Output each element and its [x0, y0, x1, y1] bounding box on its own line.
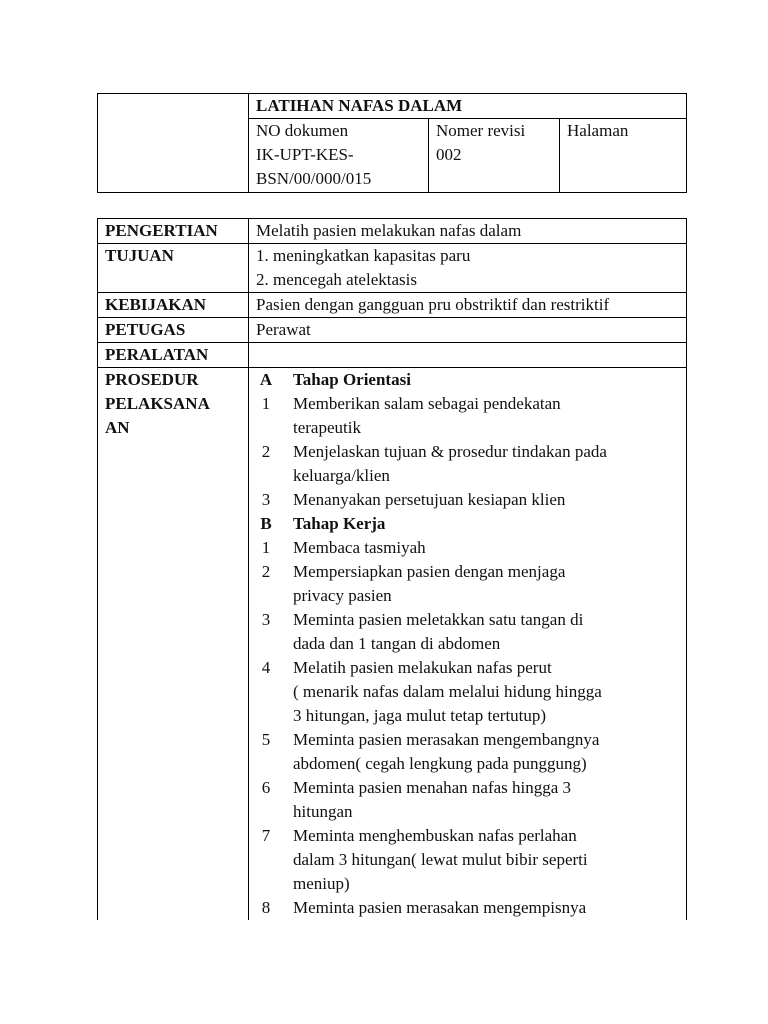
- step-text-line: Menjelaskan tujuan & prosedur tindakan pada: [293, 442, 607, 461]
- revisi-cell: [429, 119, 560, 193]
- no-dokumen-cell: [249, 119, 429, 193]
- step-number: 1: [261, 538, 271, 557]
- step-text-line: terapeutik: [293, 418, 361, 437]
- step-text: [283, 560, 686, 608]
- tujuan-values: [249, 244, 687, 293]
- halaman-cell: [560, 119, 687, 193]
- procedure-step: [249, 728, 686, 776]
- step-text-line: abdomen( cegah lengkung pada punggung): [293, 754, 587, 773]
- step-text-line: meniup): [293, 874, 350, 893]
- procedure-step: [249, 656, 686, 728]
- step-text-line: dalam 3 hitungan( lewat mulut bibir seperti: [293, 850, 588, 869]
- pengertian-value: Melatih pasien melakukan nafas dalam: [249, 219, 687, 244]
- kebijakan-value: Pasien dengan gangguan pru obstriktif dan restriktif: [249, 293, 687, 318]
- peralatan-value: [249, 343, 687, 368]
- step-text-line: Meminta pasien merasakan mengembangnya: [293, 730, 600, 749]
- procedure-step: [249, 560, 686, 608]
- section-title: Tahap Kerja: [293, 514, 386, 533]
- section-letter: A: [259, 370, 273, 389]
- petugas-label: PETUGAS: [98, 318, 249, 343]
- procedure-step: [249, 776, 686, 824]
- revisi-value: 002: [436, 145, 462, 164]
- procedure-table: [97, 218, 687, 920]
- procedure-step: [249, 608, 686, 656]
- step-text-line: dada dan 1 tangan di abdomen: [293, 634, 501, 653]
- step-text: [283, 896, 686, 920]
- step-number: 7: [261, 826, 271, 845]
- section-heading: [249, 512, 686, 536]
- procedure-step: [249, 896, 686, 920]
- step-text-line: ( menarik nafas dalam melalui hidung hingga: [293, 682, 602, 701]
- step-text: [283, 776, 686, 824]
- step-number: 1: [261, 394, 271, 413]
- document-title: LATIHAN NAFAS DALAM: [249, 94, 687, 119]
- step-number: 2: [261, 442, 271, 461]
- prosedur-label-line-2: PELAKSANA: [105, 394, 210, 413]
- step-text-line: hitungan: [293, 802, 353, 821]
- step-text-line: Meminta menghembuskan nafas perlahan: [293, 826, 577, 845]
- step-text-line: Meminta pasien menahan nafas hingga 3: [293, 778, 572, 797]
- petugas-value: Perawat: [249, 318, 687, 343]
- step-text: [283, 392, 686, 440]
- section-title: Tahap Orientasi: [293, 370, 411, 389]
- no-dokumen-line-1: IK-UPT-KES-: [256, 145, 354, 164]
- step-number: 4: [261, 658, 271, 677]
- step-number: 6: [261, 778, 271, 797]
- step-text: [283, 824, 686, 896]
- prosedur-label-line-1: PROSEDUR: [105, 370, 199, 389]
- step-text-line: Memberikan salam sebagai pendekatan: [293, 394, 561, 413]
- step-text-line: Menanyakan persetujuan kesiapan klien: [293, 490, 566, 509]
- revisi-label: Nomer revisi: [436, 121, 526, 140]
- step-text-line: 3 hitungan, jaga mulut tetap tertutup): [293, 706, 547, 725]
- step-text-line: privacy pasien: [293, 586, 392, 605]
- pengertian-label: PENGERTIAN: [98, 219, 249, 244]
- step-text-line: Melatih pasien melakukan nafas perut: [293, 658, 552, 677]
- prosedur-label: [98, 368, 249, 921]
- step-number: 5: [261, 730, 271, 749]
- step-text-line: Meminta pasien meletakkan satu tangan di: [293, 610, 584, 629]
- step-text: [283, 656, 686, 728]
- section-heading: [249, 368, 686, 392]
- step-text: [283, 440, 686, 488]
- step-text-line: keluarga/klien: [293, 466, 390, 485]
- tujuan-label: TUJUAN: [98, 244, 249, 293]
- tujuan-item-1: 1. meningkatkan kapasitas paru: [256, 246, 471, 265]
- procedure-step: [249, 392, 686, 440]
- step-number: 3: [261, 490, 271, 509]
- peralatan-label: PERALATAN: [98, 343, 249, 368]
- step-text: [283, 608, 686, 656]
- logo-cell: [98, 94, 249, 193]
- step-number: 3: [261, 610, 271, 629]
- step-text: [283, 488, 686, 512]
- step-text-line: Membaca tasmiyah: [293, 538, 426, 557]
- kebijakan-label: KEBIJAKAN: [98, 293, 249, 318]
- no-dokumen-label: NO dokumen: [256, 121, 349, 140]
- section-letter: B: [260, 514, 272, 533]
- step-number: 2: [261, 562, 271, 581]
- halaman-label: Halaman: [567, 121, 629, 140]
- step-number: 8: [261, 898, 271, 917]
- procedure-step: [249, 440, 686, 488]
- procedure-step: [249, 824, 686, 896]
- no-dokumen-line-2: BSN/00/000/015: [256, 169, 372, 188]
- prosedur-body: [249, 368, 687, 921]
- tujuan-item-2: 2. mencegah atelektasis: [256, 270, 417, 289]
- procedure-step: [249, 536, 686, 560]
- document-header-table: [97, 93, 687, 193]
- step-text-line: Meminta pasien merasakan mengempisnya: [293, 898, 587, 917]
- procedure-step: [249, 488, 686, 512]
- prosedur-label-line-3: AN: [105, 418, 130, 437]
- step-text-line: Mempersiapkan pasien dengan menjaga: [293, 562, 566, 581]
- step-text: [283, 728, 686, 776]
- step-text: [283, 536, 686, 560]
